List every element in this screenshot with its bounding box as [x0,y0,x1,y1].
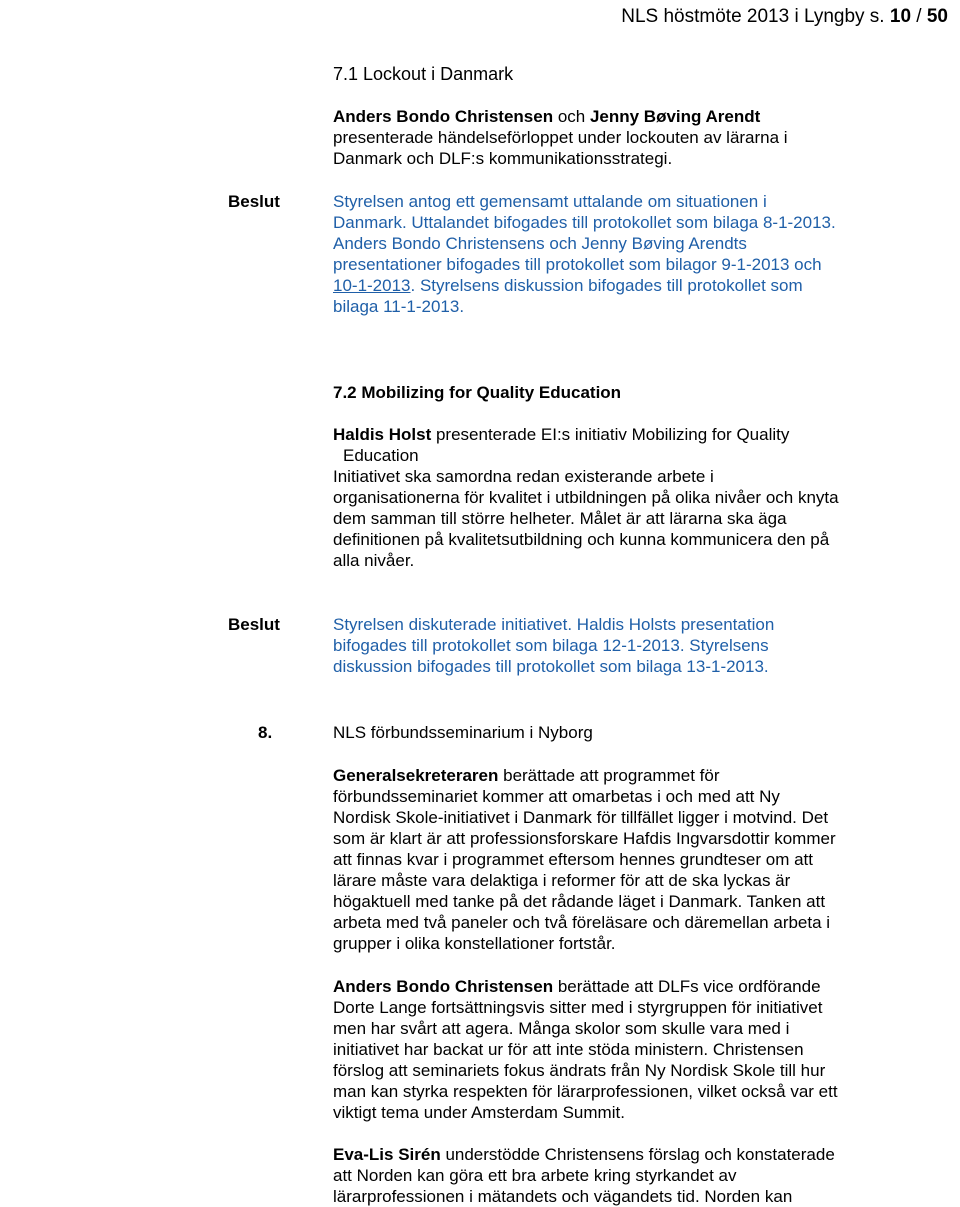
para-line: Dorte Lange fortsättningsvis sitter med i styrgruppen för initiativet [333,998,823,1017]
para-line: initiativet har backat ur för att inte stöda ministern. Christensen [333,1040,804,1059]
para-line: Generalsekreteraren berättade att programmet för [333,766,720,785]
presenter-name: Haldis Holst [333,425,432,444]
para-line: som är klart är att professionsforskare Hafdis Ingvarsdottir kommer [333,829,836,848]
section-8-number: 8. [258,723,273,742]
para-line: viktigt tema under Amsterdam Summit. [333,1103,625,1122]
para-line: lärarprofessionen i mätandets och vägandets tid. Norden kan [333,1187,793,1206]
attachment-link[interactable]: 10-1-2013 [333,276,411,295]
beslut-label: Beslut [228,615,280,634]
presenter-name: Jenny Bøving Arendt [589,107,761,126]
para-line: Initiativet ska samordna redan existerande arbete i [333,467,714,486]
decision-line: bifogades till protokollet som bilaga 12-1-2013. Styrelsens [333,636,769,655]
para-line: men har svårt att agera. Många skolor som skulle vara med i [333,1019,790,1038]
para-line: förbundsseminariet kommer att omarbetas i och med att Ny [333,787,780,806]
presenter-name: Anders Bondo Christensen [333,107,554,126]
para-line: att finnas kvar i programmet eftersom hennes grundteser om att [333,850,814,869]
section-8-paragraph-2 [333,976,838,1123]
para-line: att Norden kan göra ett bra arbete kring styrkandet av [333,1166,737,1185]
para-line: Anders Bondo Christensen och Jenny Bøving Arendt [333,107,761,126]
para-line: Danmark och DLF:s kommunikationsstrategi. [333,149,673,168]
para-line: alla nivåer. [333,551,415,570]
page-total: 50 [926,6,948,27]
header-prefix: NLS höstmöte 2013 i Lyngby s. [621,6,890,27]
header-text [621,6,948,28]
decision-line: Anders Bondo Christensens och Jenny Bøving Arendts [333,234,747,253]
decision-line: Styrelsen diskuterade initiativet. Haldis Holsts presentation [333,615,775,634]
para-line: organisationerna för kvalitet i utbildningen på olika nivåer och knyta [333,488,839,507]
page-current: 10 [889,6,912,27]
para-line: arbeta med två paneler och två föreläsare och däremellan arbeta i [333,913,831,932]
para-line: dem samman till större helheter. Målet är att lärarna ska äga [333,509,787,528]
beslut-label: Beslut [228,192,280,211]
para-line: Haldis Holst presenterade EI:s initiativ Mobilizing for Quality [333,425,790,444]
para-line: definitionen på kvalitetsutbildning och kunna kommunicera den på [333,530,830,549]
para-line: man kan styrka respekten för lärarprofessionen, vilket också var ett [333,1082,838,1101]
para-line: lärare måste vara delaktiga i reformer för att de ska lyckas är [333,871,791,890]
para-line: Eva-Lis Sirén understödde Christensens förslag och konstaterade [333,1145,835,1164]
decision-line: Styrelsen antog ett gemensamt uttalande om situationen i [333,192,767,211]
page-header [0,0,960,38]
section-8-paragraph-3 [333,1144,835,1207]
para-line: högaktuell med tanke på det rådande läget i Danmark. Tanken att [333,892,826,911]
para-line: Education [343,446,419,465]
decision-line: diskussion bifogades till protokollet som bilaga 13-1-2013. [333,657,769,676]
decision-line: Danmark. Uttalandet bifogades till protokollet som bilaga 8-1-2013. [333,213,836,232]
speaker-name: Eva-Lis Sirén [333,1145,441,1164]
section-8-title: NLS förbundsseminarium i Nyborg [333,723,593,742]
section-7-2-title: 7.2 Mobilizing for Quality Education [333,383,622,402]
para-line: presenterade händelseförloppet under lockouten av lärarna i [333,128,788,147]
section-7-1-title: 7.1 Lockout i Danmark [333,64,514,84]
para-line: grupper i olika konstellationer fortstår. [333,934,616,953]
decision-line: 10-1-2013. Styrelsens diskussion bifogades till protokollet som [333,276,803,295]
page-separator: / [911,6,927,27]
section-7-2-paragraph-1 [333,424,839,571]
para-line: Anders Bondo Christensen berättade att DLFs vice ordförande [333,977,821,996]
decision-line: presentationer bifogades till protokollet som bilagor 9-1-2013 och [333,255,822,274]
section-7-1-paragraph [333,106,788,169]
section-7-1-decision [333,191,836,317]
section-8-paragraph-1 [333,765,836,954]
para-line: Nordisk Skole-initiativet i Danmark för tillfället ligger i motvind. Det [333,808,829,827]
speaker-name: Anders Bondo Christensen [333,977,554,996]
para-line: förslog att seminariets fokus ändrats från Ny Nordisk Skole till hur [333,1061,826,1080]
section-7-2-decision [333,614,774,677]
decision-line: bilaga 11-1-2013. [333,297,465,316]
speaker-name: Generalsekreteraren [333,766,499,785]
